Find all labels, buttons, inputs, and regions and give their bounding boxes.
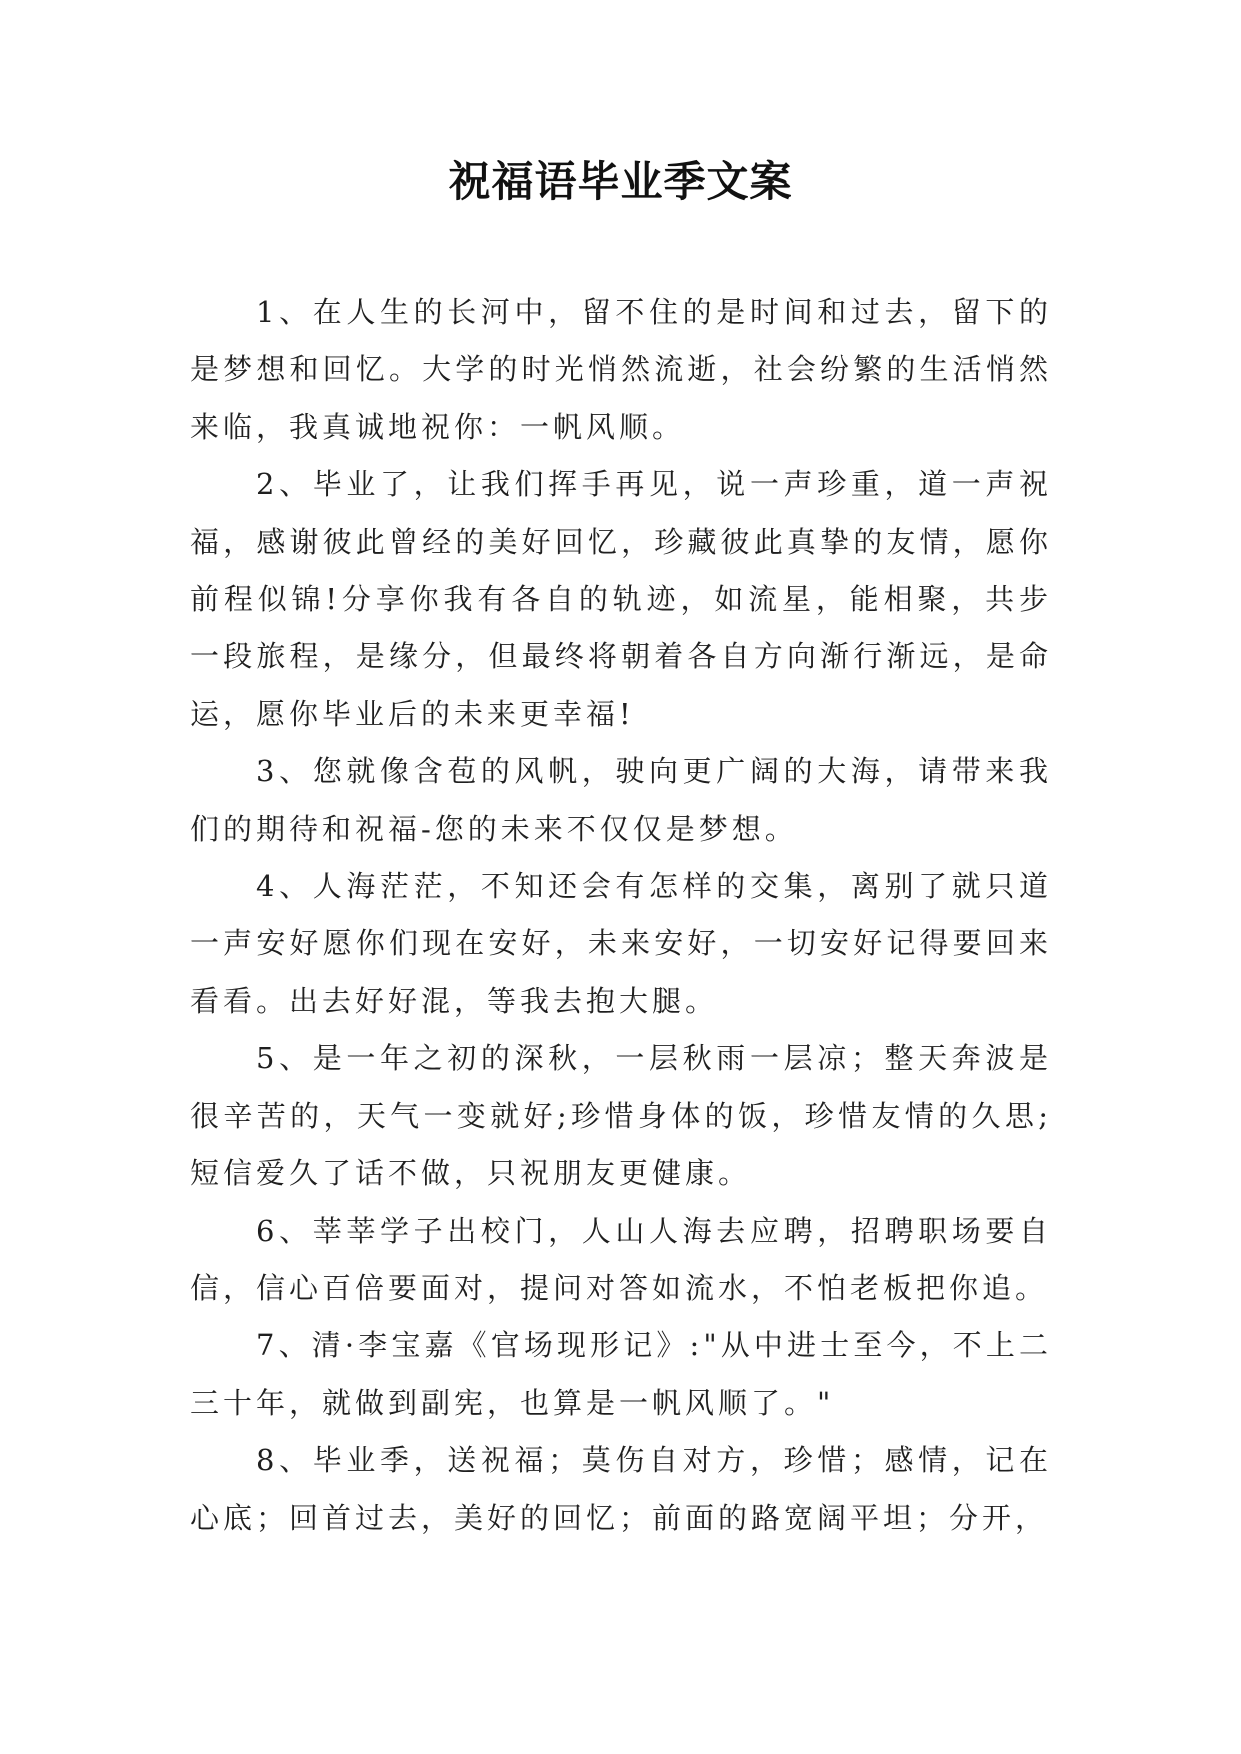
paragraph-3: 3、您就像含苞的风帆，驶向更广阔的大海，请带来我们的期待和祝福-您的未来不仅仅是梦想。 <box>190 754 1052 846</box>
paragraph-2: 2、毕业了，让我们挥手再见，说一声珍重，道一声祝福，感谢彼此曾经的美好回忆，珍藏彼此真挚的友情，愿你前程似锦!分享你我有各自的轨迹，如流星，能相聚，共步一段旅程，是缘分，但最终将朝着各自方向渐行渐远，是命运，愿你毕业后的未来更幸福! <box>190 467 1052 731</box>
paragraph-4: 4、人海茫茫，不知还会有怎样的交集，离别了就只道一声安好愿你们现在安好，未来安好，一切安好记得要回来看看。出去好好混，等我去抱大腿。 <box>190 869 1052 1018</box>
paragraph-7: 7、清·李宝嘉《官场现形记》:"从中进士至今，不上二三十年，就做到副宪，也算是一帆风顺了。" <box>190 1328 1052 1420</box>
paragraph-6: 6、莘莘学子出校门，人山人海去应聘，招聘职场要自信，信心百倍要面对，提问对答如流水，不怕老板把你追。 <box>190 1213 1052 1305</box>
document-title: 祝福语毕业季文案 <box>448 157 793 206</box>
paragraph-8: 8、毕业季，送祝福；莫伤自对方，珍惜；感情，记在心底；回首过去，美好的回忆；前面的路宽阔平坦；分开， <box>190 1443 1052 1535</box>
paragraph-5: 5、是一年之初的深秋，一层秋雨一层凉；整天奔波是很辛苦的，天气一变就好;珍惜身体的饭，珍惜友情的久思;短信爱久了话不做，只祝朋友更健康。 <box>190 1041 1052 1191</box>
paragraph-1: 1、在人生的长河中，留不住的是时间和过去，留下的是梦想和回忆。大学的时光悄然流逝，社会纷繁的生活悄然来临，我真诚地祝你：一帆风顺。 <box>190 295 1052 444</box>
document-body <box>190 284 1052 1547</box>
